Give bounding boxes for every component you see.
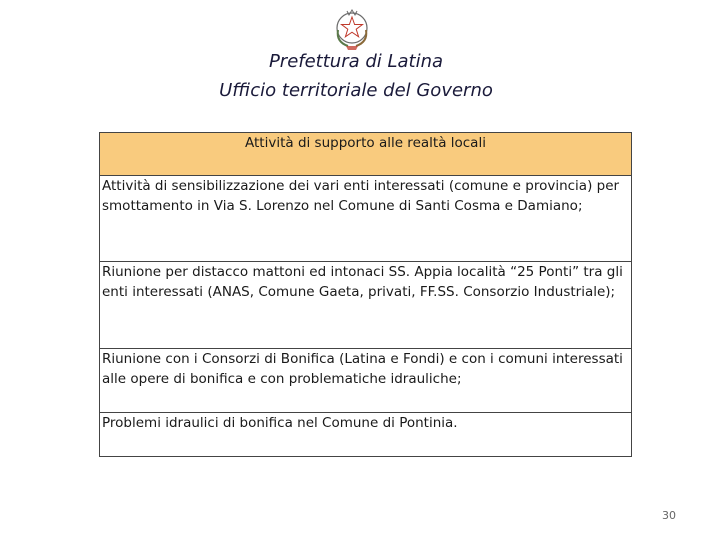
- page-number: 30: [662, 509, 676, 522]
- table-row: Riunione con i Consorzi di Bonifica (Latina e Fondi) e con i comuni interessati alle opere di bonifica e con problematiche idrauliche;: [100, 349, 632, 413]
- table-row: Attività di sensibilizzazione dei vari enti interessati (comune e provincia) per smottamento in Via S. Lorenzo nel Comune di Santi Cosma e Damiano;: [100, 176, 632, 262]
- table-row: Problemi idraulici di bonifica nel Comune di Pontinia.: [100, 413, 632, 457]
- office-subtitle: Ufficio territoriale del Governo: [219, 80, 493, 101]
- table-row: Riunione per distacco mattoni ed intonaci SS. Appia località “25 Ponti” tra gli enti interessati (ANAS, Comune Gaeta, privati, FF.SS. Consorzio Industriale);: [100, 262, 632, 349]
- activities-table: [99, 132, 632, 457]
- italian-republic-emblem-icon: [332, 8, 372, 52]
- table-heading: Attività di supporto alle realtà locali: [100, 133, 632, 176]
- prefecture-title: Prefettura di Latina: [268, 51, 444, 72]
